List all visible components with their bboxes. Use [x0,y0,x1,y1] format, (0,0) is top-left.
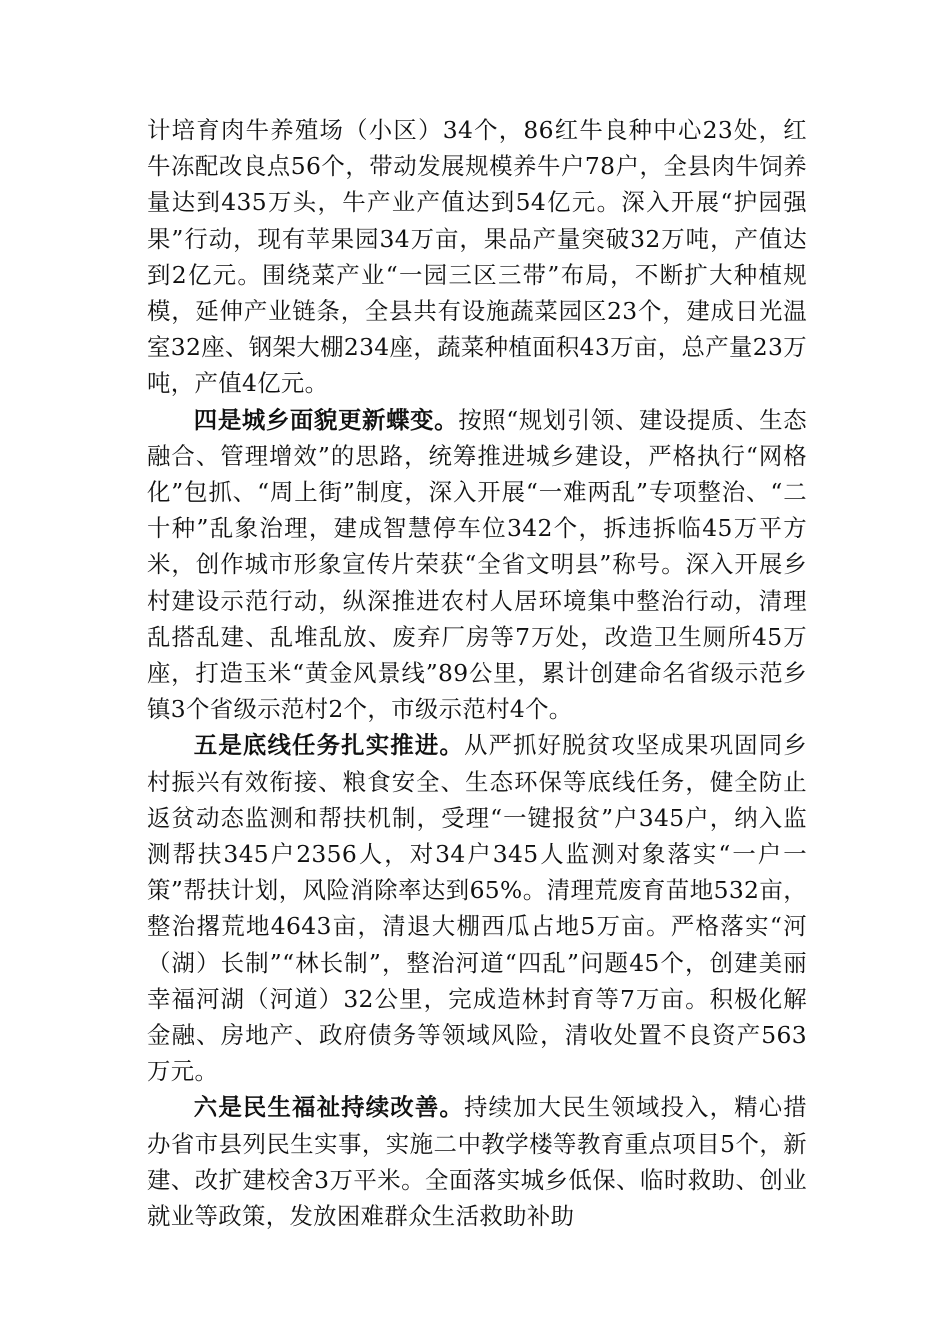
paragraph-text: 按照“规划引领、建设提质、生态融合、管理增效”的思路，统筹推进城乡建设，严格执行“网格化”包抓、“周上街”制度，深入开展“一难两乱”专项整治、“二十种”乱象治理，建成智慧停车位342个，拆违拆临45万平方米，创作城市形象宣传片荣获“全省文明县”称号。深入开展乡村建设示范行动，纵深推进农村人居环境集中整治行动，清理乱搭乱建、乱堆乱放、废弃厂房等7万处，改造卫生厕所45万座，打造玉米“黄金风景线”89公里，累计创建命名省级示范乡镇3个省级示范村2个，市级示范村4个。 [147,405,807,724]
paragraph-livelihood [147,1089,807,1234]
paragraph-lead: 五是底线任务扎实推进。 [193,731,464,760]
paragraph-bottom-line-tasks [147,727,807,1089]
document-page [147,112,807,1234]
paragraph-text: 持续加大民生领域投入，精心措办省市县列民生实事，实施二中教学楼等教育重点项目5个，新建、改扩建校舍3万平米。全面落实城乡低保、临时救助、创业就业等政策，发放困难群众生活救助补助 [147,1093,807,1231]
paragraph-livestock-fruit-vegetable [147,112,807,402]
paragraph-lead: 六是民生福祉持续改善。 [193,1093,464,1122]
paragraph-lead: 四是城乡面貌更新蝶变。 [193,405,459,434]
paragraph-urban-rural [147,402,807,728]
paragraph-text: 计培育肉牛养殖场（小区）34个，86红牛良种中心23处，红牛冻配改良点56个，带动发展规模养牛户78户，全县肉牛饲养量达到435万头，牛产业产值达到54亿元。深入开展“护园强果”行动，现有苹果园34万亩，果品产量突破32万吨，产值达到2亿元。围绕菜产业“一园三区三带”布局，不断扩大种植规模，延伸产业链条，全县共有设施蔬菜园区23个，建成日光温室32座、钢架大棚234座，蔬菜种植面积43万亩，总产量23万吨，产值4亿元。 [147,116,807,398]
paragraph-text: 从严抓好脱贫攻坚成果巩固同乡村振兴有效衔接、粮食安全、生态环保等底线任务，健全防止返贫动态监测和帮扶机制，受理“一键报贫”户345户，纳入监测帮扶345户2356人，对34户345人监测对象落实“一户一策”帮扶计划，风险消除率达到65%。清理荒废育苗地532亩，整治撂荒地4643亩，清退大棚西瓜占地5万亩。严格落实“河（湖）长制”“林长制”，整治河道“四乱”问题45个，创建美丽幸福河湖（河道）32公里，完成造林封育等7万亩。积极化解金融、房地产、政府债务等领域风险，清收处置不良资产563万元。 [147,731,807,1086]
